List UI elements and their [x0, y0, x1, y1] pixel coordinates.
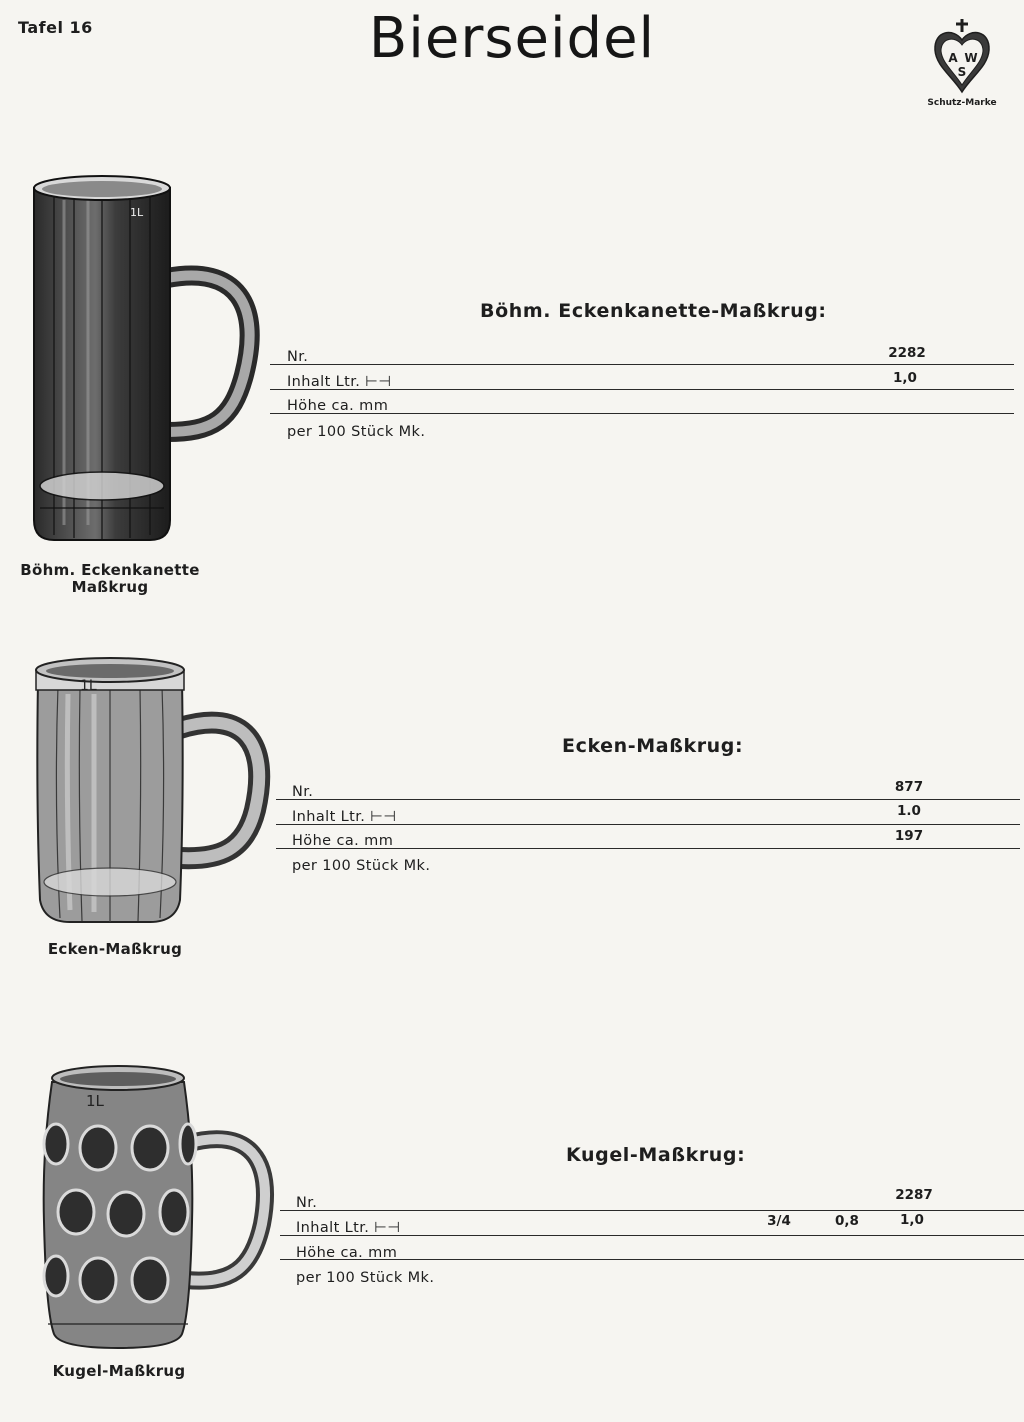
value-inhalt: 1,0 [893, 370, 917, 386]
label-nr: Nr. [287, 349, 309, 365]
table-rule [276, 799, 1020, 800]
value-inhalt-3-4: 3/4 [767, 1213, 791, 1229]
table-rule [280, 1235, 1024, 1236]
label-nr: Nr. [296, 1195, 318, 1211]
table-rule [270, 413, 1014, 414]
table-rule [276, 824, 1020, 825]
trademark-letter-s: S [957, 65, 967, 79]
value-inhalt-1-0: 1,0 [900, 1212, 924, 1228]
table-rule [280, 1259, 1024, 1260]
capacity-mark-2: 1L [80, 678, 97, 694]
table-rule [270, 389, 1014, 390]
label-preis: per 100 Stück Mk. [292, 858, 431, 874]
table-rule [270, 364, 1014, 365]
product-caption-eckenkanette: Böhm. Eckenkanette Maßkrug [20, 561, 200, 596]
label-nr: Nr. [292, 784, 314, 800]
mug-illustration-kugel [38, 1062, 278, 1357]
label-hoehe: Höhe ca. mm [292, 833, 394, 849]
label-inhalt: Inhalt Ltr. ⊢⊣ [296, 1220, 401, 1236]
label-inhalt: Inhalt Ltr. ⊢⊣ [287, 374, 392, 390]
trademark-letter-a: A [948, 51, 958, 65]
page-title: Bierseidel [368, 6, 656, 71]
product-title-eckenkanette: Böhm. Eckenkanette-Maßkrug: [480, 300, 827, 322]
value-nr: 2282 [888, 345, 926, 361]
label-hoehe: Höhe ca. mm [287, 398, 389, 414]
capacity-mark-1: 1L [130, 206, 144, 219]
label-preis: per 100 Stück Mk. [296, 1270, 435, 1286]
product-title-kugel: Kugel-Maßkrug: [566, 1144, 746, 1166]
label-hoehe: Höhe ca. mm [296, 1245, 398, 1261]
plate-number: Tafel 16 [18, 18, 93, 37]
table-rule [280, 1210, 1024, 1211]
value-nr: 2287 [895, 1187, 933, 1203]
value-nr: 877 [894, 779, 924, 795]
value-hoehe: 197 [894, 828, 924, 844]
label-inhalt: Inhalt Ltr. ⊢⊣ [292, 809, 397, 825]
value-inhalt-0-8: 0,8 [835, 1213, 859, 1229]
label-preis: per 100 Stück Mk. [287, 424, 426, 440]
mug-illustration-ecken [30, 650, 275, 935]
product-caption-kugel: Kugel-Maßkrug [52, 1362, 186, 1380]
table-rule [276, 848, 1020, 849]
product-caption-ecken: Ecken-Maßkrug [47, 940, 183, 958]
trademark-caption: Schutz-Marke [927, 98, 997, 108]
capacity-mark-3: 1L [86, 1092, 104, 1110]
value-inhalt: 1.0 [897, 803, 921, 819]
product-title-ecken: Ecken-Maßkrug: [562, 735, 744, 757]
trademark-letter-w: W [964, 51, 978, 65]
mug-illustration-eckenkanette [22, 170, 262, 555]
